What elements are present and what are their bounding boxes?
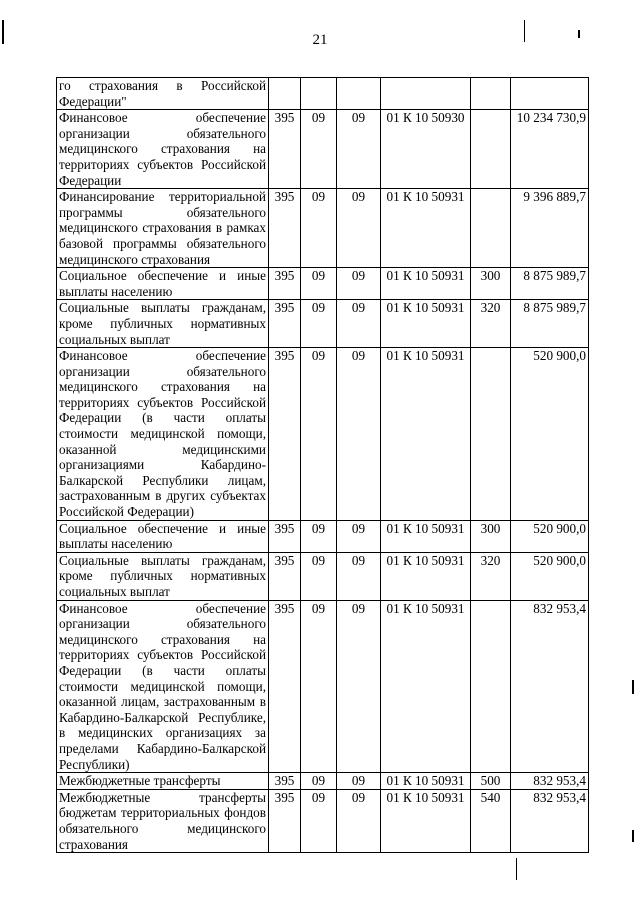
budget-table-body — [57, 78, 589, 853]
scan-edge-mark-right-2 — [632, 830, 634, 842]
expense-type-cell: 540 — [471, 789, 511, 852]
row-name-cell: Финансовое обеспечение организации обязательного медицинского страхования на территориях субъектов Российской Федерации — [57, 110, 269, 189]
subsection-code-cell: 09 — [337, 789, 381, 852]
subsection-code-cell: 09 — [337, 110, 381, 189]
subsection-code-cell: 09 — [337, 300, 381, 348]
row-name-cell: Финансирование территориальной программы обязательного медицинского страхования в рамках базовой программы обязательного медицинского страхования — [57, 189, 269, 268]
target-article-cell: 01 К 10 50931 — [381, 773, 471, 790]
row-name-cell: Финансовое обеспечение организации обязательного медицинского страхования на территориях субъектов Российской Федерации (в части оплаты стоимости медицинской помощи, оказанной лицам, застрахованным в Кабардино-Балкарской Республике, в медицинских организациях за пределами Кабардино-Балкарской Республики) — [57, 600, 269, 773]
ministry-code-cell: 395 — [269, 520, 301, 552]
row-name-cell: Социальные выплаты гражданам, кроме публичных нормативных социальных выплат — [57, 552, 269, 600]
scan-edge-mark-bottom — [516, 858, 517, 880]
expense-type-cell — [471, 78, 511, 110]
expense-type-cell — [471, 189, 511, 268]
ministry-code-cell: 395 — [269, 789, 301, 852]
row-name-cell: Социальные выплаты гражданам, кроме публичных нормативных социальных выплат — [57, 300, 269, 348]
table-row — [57, 773, 589, 790]
section-code-cell: 09 — [301, 110, 337, 189]
section-code-cell — [301, 78, 337, 110]
subsection-code-cell: 09 — [337, 520, 381, 552]
section-code-cell: 09 — [301, 600, 337, 773]
ministry-code-cell: 395 — [269, 348, 301, 521]
section-code-cell: 09 — [301, 348, 337, 521]
section-code-cell: 09 — [301, 789, 337, 852]
target-article-cell: 01 К 10 50931 — [381, 552, 471, 600]
expense-type-cell: 300 — [471, 268, 511, 300]
ministry-code-cell — [269, 78, 301, 110]
ministry-code-cell: 395 — [269, 600, 301, 773]
table-row — [57, 268, 589, 300]
scan-edge-mark-left — [2, 20, 4, 44]
amount-cell: 520 900,0 — [511, 552, 589, 600]
target-article-cell: 01 К 10 50931 — [381, 300, 471, 348]
expense-type-cell: 320 — [471, 300, 511, 348]
expense-type-cell — [471, 110, 511, 189]
target-article-cell: 01 К 10 50931 — [381, 348, 471, 521]
section-code-cell: 09 — [301, 300, 337, 348]
target-article-cell: 01 К 10 50931 — [381, 268, 471, 300]
amount-cell — [511, 78, 589, 110]
expense-type-cell — [471, 348, 511, 521]
subsection-code-cell — [337, 78, 381, 110]
target-article-cell: 01 К 10 50931 — [381, 189, 471, 268]
target-article-cell — [381, 78, 471, 110]
section-code-cell: 09 — [301, 520, 337, 552]
table-row — [57, 600, 589, 773]
subsection-code-cell: 09 — [337, 600, 381, 773]
amount-cell: 8 875 989,7 — [511, 268, 589, 300]
ministry-code-cell: 395 — [269, 552, 301, 600]
amount-cell: 520 900,0 — [511, 348, 589, 521]
subsection-code-cell: 09 — [337, 268, 381, 300]
section-code-cell: 09 — [301, 268, 337, 300]
target-article-cell: 01 К 10 50931 — [381, 789, 471, 852]
ministry-code-cell: 395 — [269, 268, 301, 300]
scan-edge-mark-right — [632, 680, 634, 694]
section-code-cell: 09 — [301, 773, 337, 790]
expense-type-cell — [471, 600, 511, 773]
table-row — [57, 789, 589, 852]
subsection-code-cell: 09 — [337, 189, 381, 268]
amount-cell: 9 396 889,7 — [511, 189, 589, 268]
amount-cell: 832 953,4 — [511, 600, 589, 773]
table-row — [57, 110, 589, 189]
expense-type-cell: 320 — [471, 552, 511, 600]
subsection-code-cell: 09 — [337, 552, 381, 600]
amount-cell: 8 875 989,7 — [511, 300, 589, 348]
row-name-cell: Финансовое обеспечение организации обязательного медицинского страхования на территориях субъектов Российской Федерации (в части оплаты стоимости медицинской помощи, оказанной медицинскими организациями Кабардино-Балкарской Республики лицам, застрахованным в других субъектах Российской Федерации) — [57, 348, 269, 521]
table-row — [57, 520, 589, 552]
subsection-code-cell: 09 — [337, 773, 381, 790]
amount-cell: 832 953,4 — [511, 789, 589, 852]
row-name-cell: го страхования в Российской Федерации" — [57, 78, 269, 110]
scan-edge-mark-top-right — [524, 20, 525, 42]
table-row — [57, 552, 589, 600]
section-code-cell: 09 — [301, 552, 337, 600]
target-article-cell: 01 К 10 50930 — [381, 110, 471, 189]
scan-edge-mark-top-right-2 — [578, 30, 580, 38]
amount-cell: 832 953,4 — [511, 773, 589, 790]
section-code-cell: 09 — [301, 189, 337, 268]
table-row — [57, 189, 589, 268]
amount-cell: 520 900,0 — [511, 520, 589, 552]
row-name-cell: Социальное обеспечение и иные выплаты населению — [57, 268, 269, 300]
row-name-cell: Социальное обеспечение и иные выплаты населению — [57, 520, 269, 552]
ministry-code-cell: 395 — [269, 110, 301, 189]
row-name-cell: Межбюджетные трансферты — [57, 773, 269, 790]
ministry-code-cell: 395 — [269, 300, 301, 348]
row-name-cell: Межбюджетные трансферты бюджетам территориальных фондов обязательного медицинского страхования — [57, 789, 269, 852]
page-number: 21 — [312, 32, 328, 48]
budget-table — [56, 77, 589, 853]
expense-type-cell: 500 — [471, 773, 511, 790]
ministry-code-cell: 395 — [269, 773, 301, 790]
amount-cell: 10 234 730,9 — [511, 110, 589, 189]
table-row — [57, 348, 589, 521]
ministry-code-cell: 395 — [269, 189, 301, 268]
target-article-cell: 01 К 10 50931 — [381, 600, 471, 773]
table-row — [57, 300, 589, 348]
target-article-cell: 01 К 10 50931 — [381, 520, 471, 552]
subsection-code-cell: 09 — [337, 348, 381, 521]
table-row — [57, 78, 589, 110]
expense-type-cell: 300 — [471, 520, 511, 552]
